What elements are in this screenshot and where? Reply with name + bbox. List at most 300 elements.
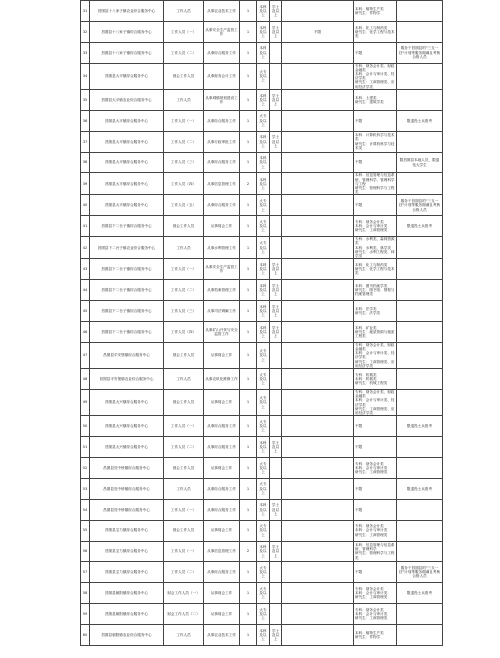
major-requirement-cell: 不限 xyxy=(354,195,397,216)
major-requirement-cell: 本科：信息管理与信息系统、管理科学 研究生：管理科学与工程类 xyxy=(354,541,397,562)
job-description-cell: 从事综合服务工作 xyxy=(204,499,240,520)
degree-cell: 学士及以上 xyxy=(270,437,282,458)
note-cell: 限退役士兵报考 xyxy=(397,216,443,237)
row-number-cell: 35 xyxy=(81,89,90,110)
major-requirement-cell: 本科：化工与制药类 研究生：化学工程与技术类 xyxy=(354,259,397,280)
job-description-cell: 从事综合服务工作 xyxy=(204,152,240,173)
job-description-cell: 从事综合服务工作 xyxy=(204,195,240,216)
age-cell xyxy=(282,259,354,280)
recruitment-table-page xyxy=(80,0,442,654)
organization-cell: 昌图县大兴镇综合服务中心 xyxy=(90,437,164,458)
age-cell xyxy=(282,1,354,22)
organization-cell: 昌图县十八家子镇综合服务中心 xyxy=(90,21,164,42)
degree-cell xyxy=(270,583,282,604)
education-cell: 本科及以上 xyxy=(257,259,270,280)
age-cell xyxy=(282,342,354,368)
degree-cell xyxy=(270,520,282,541)
age-cell xyxy=(282,562,354,583)
post-name-cell: 财会工作人员 xyxy=(164,457,204,478)
major-requirement-cell: 专科：机械类 本科：机械类 研究生：机械工程类 xyxy=(354,369,397,390)
row-number-cell: 45 xyxy=(81,301,90,322)
headcount-cell: 1 xyxy=(240,562,257,583)
education-cell: 大专及以上 xyxy=(257,416,270,437)
table-row xyxy=(81,604,443,625)
headcount-cell: 1 xyxy=(240,237,257,259)
education-cell: 本科及以上 xyxy=(257,1,270,22)
major-requirement-cell: 本科：图书档案学类 研究生：图书馆、情报与档案管理类 xyxy=(354,280,397,301)
row-number-cell: 41 xyxy=(81,216,90,237)
major-requirement-cell: 本科：信息管理与信息系统、管理科学、管理科学与工程 研究生：管理科学与工程类 xyxy=(355,173,395,195)
age-cell xyxy=(282,216,354,237)
education-cell: 本科及以上 xyxy=(257,21,270,42)
age-cell xyxy=(282,89,354,110)
headcount-cell: 1 xyxy=(240,437,257,458)
note-cell xyxy=(397,1,443,22)
note-cell: 服务于昌图县的"三支一扶"计划等服务期满且考核合格人员 xyxy=(397,42,443,63)
age-cell xyxy=(282,131,354,152)
row-number-cell: 50 xyxy=(81,416,90,437)
table-row xyxy=(81,416,443,437)
age-cell xyxy=(282,416,354,437)
table-row xyxy=(81,216,443,237)
job-description-cell: 从事综合服务工作 xyxy=(204,478,240,499)
education-cell: 大专及以上 xyxy=(257,389,270,415)
table-row xyxy=(81,280,443,301)
education-cell: 大专及以上 xyxy=(257,342,270,368)
headcount-cell: 1 xyxy=(240,321,257,342)
degree-cell xyxy=(270,369,282,390)
row-number-cell: 39 xyxy=(81,173,90,195)
age-cell xyxy=(282,152,354,173)
degree-cell: 学士及以上 xyxy=(270,301,282,322)
row-number-cell: 37 xyxy=(81,131,90,152)
table-row xyxy=(81,237,443,259)
headcount-cell: 1 xyxy=(240,389,257,415)
degree-cell xyxy=(270,478,282,499)
job-description-cell: 从事综合服务工作 xyxy=(204,42,240,63)
table-row xyxy=(81,131,443,152)
headcount-cell: 1 xyxy=(240,1,257,22)
note-cell xyxy=(397,131,443,152)
table-row xyxy=(81,321,443,342)
major-requirement-cell: 本科：法学类 研究生：法学类 xyxy=(354,301,397,322)
post-name-cell: 工作人员（三） xyxy=(164,152,204,173)
organization-cell: 昌图县下二台子镇综合服务中心 xyxy=(90,321,164,342)
headcount-cell: 1 xyxy=(240,625,257,646)
education-cell: 大专及以上 xyxy=(257,110,270,131)
age-cell: 不限 xyxy=(282,21,354,42)
education-cell: 本科及以上 xyxy=(257,499,270,520)
table-row xyxy=(81,499,443,520)
degree-cell xyxy=(270,389,282,415)
post-name-cell: 工作人员（二） xyxy=(164,42,204,63)
headcount-cell: 1 xyxy=(240,499,257,520)
organization-cell: 昌图县下二台子镇综合服务中心 xyxy=(90,259,164,280)
major-requirement-cell: 不限 xyxy=(354,42,397,63)
row-number-cell: 57 xyxy=(81,562,90,583)
organization-cell: 昌图县大平镇农业综合服务中心 xyxy=(90,89,164,110)
age-cell xyxy=(282,173,354,195)
post-name-cell: 工作人员（二） xyxy=(164,280,204,301)
organization-cell: 昌图县十八家子镇农业综合服务中心 xyxy=(90,1,164,22)
education-cell: 本科及以上 xyxy=(257,301,270,322)
job-description-cell: 从事行政审批工作 xyxy=(204,131,240,152)
row-number-cell: 58 xyxy=(81,583,90,604)
note-cell xyxy=(397,499,443,520)
table-row xyxy=(81,63,443,89)
job-description-cell: 从事司法调解工作 xyxy=(204,301,240,322)
major-requirement-cell: 专科：财务会计类 本科：会计与审计类 研究生：工商管理类 xyxy=(354,216,397,237)
row-number-cell: 33 xyxy=(81,42,90,63)
row-number-cell: 55 xyxy=(81,520,90,541)
table-row xyxy=(81,520,443,541)
job-description-cell: 从事综合服务工作 xyxy=(204,562,240,583)
education-cell: 大专及以上 xyxy=(257,237,270,259)
post-name-cell: 工作人员（一） xyxy=(164,499,204,520)
post-name-cell: 工作人员（一） xyxy=(164,541,204,562)
job-description-cell: 从事财会工作 xyxy=(204,604,240,625)
table-row xyxy=(81,625,443,646)
post-name-cell: 工作人员（三） xyxy=(164,301,204,322)
row-number-cell: 46 xyxy=(81,321,90,342)
job-description-cell: 从事城镇规划建设工作 xyxy=(204,89,240,110)
row-number-cell: 47 xyxy=(81,342,90,368)
education-cell: 本科及以上 xyxy=(257,89,270,110)
major-requirement-cell: 不限 xyxy=(354,110,397,131)
major-requirement-cell: 专科：财务会计类、财政金融类 本科：会计与审计类、经济学类 研究生：工商管理类、应用经济学类 xyxy=(355,63,395,89)
table-row xyxy=(81,541,443,562)
note-cell xyxy=(397,301,443,322)
headcount-cell: 1 xyxy=(240,216,257,237)
age-cell xyxy=(282,301,354,322)
job-description-cell: 从事安全生产监管工作 xyxy=(204,21,240,42)
major-requirement-cell: 专科：财务会计类 本科：会计与审计类 研究生：工商管理类 xyxy=(354,520,397,541)
row-number-cell: 56 xyxy=(81,541,90,562)
row-number-cell: 42 xyxy=(81,237,90,259)
education-cell: 大专及以上 xyxy=(257,216,270,237)
headcount-cell: 1 xyxy=(240,369,257,390)
headcount-cell: 1 xyxy=(240,604,257,625)
organization-cell: 昌图县大平镇综合服务中心 xyxy=(90,173,164,195)
degree-cell: 学士及以上 xyxy=(270,131,282,152)
post-name-cell: 财会工作人员 xyxy=(164,63,204,89)
major-requirement-cell: 不限 xyxy=(354,152,397,173)
table-row xyxy=(81,583,443,604)
degree-cell: 学士及以上 xyxy=(270,21,282,42)
row-number-cell: 52 xyxy=(81,457,90,478)
table-row xyxy=(81,369,443,390)
job-description-cell: 从事财会工作 xyxy=(204,389,240,415)
degree-cell: 学士及以上 xyxy=(270,541,282,562)
age-cell xyxy=(282,583,354,604)
organization-cell: 昌图县大平镇综合服务中心 xyxy=(90,110,164,131)
note-cell xyxy=(397,173,443,195)
headcount-cell: 2 xyxy=(240,173,257,195)
education-cell: 大专及以上 xyxy=(257,457,270,478)
headcount-cell: 1 xyxy=(240,195,257,216)
major-requirement-cell: 专科：财务会计类 本科：会计与审计类 研究生：工商管理类 xyxy=(354,457,397,478)
table-row xyxy=(81,42,443,63)
education-cell: 本科及以上 xyxy=(257,541,270,562)
post-name-cell: 工作人员（一） xyxy=(164,110,204,131)
organization-cell: 昌图县宝力镇综合服务中心 xyxy=(90,562,164,583)
major-requirement-cell: 本科：化工与制药类 研究生：化学工程与技术类 xyxy=(354,21,397,42)
major-requirement-cell: 不限 xyxy=(354,416,397,437)
post-name-cell: 工作人员（一） xyxy=(164,259,204,280)
age-cell xyxy=(282,42,354,63)
job-description-cell: 从事水利管理工作 xyxy=(204,237,240,259)
organization-cell: 昌图县亮中桥镇综合服务中心 xyxy=(90,457,164,478)
table-row xyxy=(81,301,443,322)
organization-cell: 昌图县朝阳镇农业综合服务中心 xyxy=(90,625,164,646)
row-number-cell: 32 xyxy=(81,21,90,42)
row-number-cell: 38 xyxy=(81,152,90,173)
education-cell: 大专及以上 xyxy=(257,369,270,390)
organization-cell: 昌图县大平镇综合服务中心 xyxy=(90,63,164,89)
post-name-cell: 工作人员（五） xyxy=(164,195,204,216)
table-row xyxy=(81,21,443,42)
table-row xyxy=(81,478,443,499)
education-cell: 大专及以上 xyxy=(257,583,270,604)
major-requirement-cell: 不限 xyxy=(354,478,397,499)
row-number-cell: 53 xyxy=(81,478,90,499)
age-cell xyxy=(282,499,354,520)
age-cell xyxy=(282,478,354,499)
note-cell: 限退役士兵报考 xyxy=(397,583,443,604)
headcount-cell: 1 xyxy=(240,457,257,478)
organization-cell: 昌图县宝力镇综合服务中心 xyxy=(90,541,164,562)
age-cell xyxy=(282,541,354,562)
degree-cell: 学士及以上 xyxy=(270,280,282,301)
table-row xyxy=(81,437,443,458)
note-cell xyxy=(397,520,443,541)
degree-cell: 学士及以上 xyxy=(270,321,282,342)
post-name-cell: 工作人员 xyxy=(164,89,204,110)
row-number-cell: 60 xyxy=(81,625,90,646)
recruitment-table xyxy=(80,0,443,646)
note-cell xyxy=(397,280,443,301)
post-name-cell: 财会工作人员（一） xyxy=(164,583,204,604)
headcount-cell: 1 xyxy=(240,416,257,437)
job-description-cell: 从事财会工作 xyxy=(204,583,240,604)
education-cell: 本科及以上 xyxy=(257,437,270,458)
age-cell xyxy=(282,457,354,478)
organization-cell: 昌图县朝阳镇综合服务中心 xyxy=(90,583,164,604)
major-requirement-cell: 不限 xyxy=(354,562,397,583)
headcount-cell: 1 xyxy=(240,301,257,322)
organization-cell: 昌图县亮中桥镇综合服务中心 xyxy=(90,499,164,520)
organization-cell: 昌图县朝阳镇综合服务中心 xyxy=(90,604,164,625)
table-row xyxy=(81,152,443,173)
organization-cell: 昌图县下二台子镇综合服务中心 xyxy=(90,216,164,237)
age-cell xyxy=(282,63,354,89)
job-description-cell: 从事矿山开采与安全监管工作 xyxy=(204,321,240,342)
organization-cell: 昌图县下二台子镇综合服务中心 xyxy=(90,280,164,301)
major-requirement-cell: 本科：矿业类 研究生：地质资源与地质工程类 xyxy=(354,321,397,342)
headcount-cell: 1 xyxy=(240,42,257,63)
post-name-cell: 工作人员（四） xyxy=(164,321,204,342)
headcount-cell: 1 xyxy=(240,478,257,499)
degree-cell xyxy=(270,152,282,173)
table-row xyxy=(81,259,443,280)
degree-cell xyxy=(270,216,282,237)
post-name-cell: 工作人员 xyxy=(164,1,204,22)
headcount-cell: 1 xyxy=(240,89,257,110)
age-cell xyxy=(282,110,354,131)
headcount-cell: 2 xyxy=(240,541,257,562)
note-cell xyxy=(397,237,443,259)
organization-cell: 昌图县十八家子镇综合服务中心 xyxy=(90,42,164,63)
degree-cell xyxy=(270,42,282,63)
table-row xyxy=(81,195,443,216)
education-cell: 本科及以上 xyxy=(257,152,270,173)
post-name-cell: 财会工作人员 xyxy=(164,342,204,368)
row-number-cell: 59 xyxy=(81,604,90,625)
note-cell xyxy=(397,321,443,342)
major-requirement-cell: 本科：计算机科学与技术类 研究生：计算机科学与技术类 xyxy=(354,131,397,152)
major-requirement-cell: 专科：财务会计类 本科：会计与审计类 研究生：工商管理类 xyxy=(354,583,397,604)
education-cell: 大专及以上 xyxy=(257,63,270,89)
job-description-cell: 从事财会工作 xyxy=(204,216,240,237)
note-cell xyxy=(397,541,443,562)
degree-cell xyxy=(270,63,282,89)
organization-cell: 昌图县平安堡镇农业综合服务中心 xyxy=(90,369,164,390)
degree-cell: 学士及以上 xyxy=(270,89,282,110)
age-cell xyxy=(282,369,354,390)
job-description-cell: 从事财务会计工作 xyxy=(204,63,240,89)
headcount-cell: 1 xyxy=(240,520,257,541)
post-name-cell: 工作人员（一） xyxy=(164,21,204,42)
table-row xyxy=(81,457,443,478)
table-row xyxy=(81,89,443,110)
post-name-cell: 工作人员 xyxy=(164,625,204,646)
post-name-cell: 工作人员 xyxy=(164,237,204,259)
job-description-cell: 从事财会工作 xyxy=(204,457,240,478)
age-cell xyxy=(282,625,354,646)
row-number-cell: 40 xyxy=(81,195,90,216)
major-requirement-cell: 专科：财务会计类、财政金融类 本科：会计与审计类、经济学类 研究生：工商管理类、应用经济学类 xyxy=(355,342,395,368)
education-cell: 大专及以上 xyxy=(257,520,270,541)
headcount-cell: 1 xyxy=(240,583,257,604)
major-requirement-cell: 不限 xyxy=(354,499,397,520)
education-cell: 本科及以上 xyxy=(257,42,270,63)
job-description-cell: 从事综合服务工作 xyxy=(204,437,240,458)
education-cell: 大专及以上 xyxy=(257,604,270,625)
organization-cell: 昌图县大平镇综合服务中心 xyxy=(90,195,164,216)
age-cell xyxy=(282,195,354,216)
headcount-cell: 1 xyxy=(240,152,257,173)
job-description-cell: 从事农业技术工作 xyxy=(204,625,240,646)
education-cell: 大专及以上 xyxy=(257,195,270,216)
organization-cell: 昌图县宝力镇综合服务中心 xyxy=(90,520,164,541)
post-name-cell: 工作人员（一） xyxy=(164,416,204,437)
job-description-cell: 从事档案管理工作 xyxy=(204,280,240,301)
degree-cell xyxy=(270,457,282,478)
table-row xyxy=(81,110,443,131)
row-number-cell: 54 xyxy=(81,499,90,520)
note-cell xyxy=(397,342,443,368)
organization-cell: 昌图县大兴镇综合服务中心 xyxy=(90,389,164,415)
note-cell xyxy=(397,369,443,390)
job-description-cell: 从事信息管理工作 xyxy=(204,541,240,562)
major-requirement-cell: 专科：水利类、森林资源类 本科：水利类、林学类 研究生：水利工程类、林学类 xyxy=(355,237,395,259)
education-cell: 本科及以上 xyxy=(257,280,270,301)
post-name-cell: 财会工作人员 xyxy=(164,216,204,237)
job-description-cell: 从事农业技术工作 xyxy=(204,1,240,22)
job-description-cell: 从事农机化维修工作 xyxy=(204,369,240,390)
note-cell: 限退役士兵报考 xyxy=(397,110,443,131)
post-name-cell: 工作人员（二） xyxy=(164,562,204,583)
education-cell: 大专及以上 xyxy=(257,562,270,583)
row-number-cell: 48 xyxy=(81,369,90,390)
degree-cell xyxy=(270,562,282,583)
degree-cell xyxy=(270,416,282,437)
headcount-cell: 1 xyxy=(240,110,257,131)
age-cell xyxy=(282,604,354,625)
degree-cell xyxy=(270,173,282,195)
age-cell xyxy=(282,437,354,458)
job-description-cell: 从事财会工作 xyxy=(204,520,240,541)
degree-cell xyxy=(270,195,282,216)
note-cell: 服务于昌图县的"三支一扶"计划等服务期满且考核合格人员 xyxy=(397,562,443,583)
education-cell: 本科及以上 xyxy=(257,173,270,195)
education-cell: 本科及以上 xyxy=(257,625,270,646)
job-description-cell: 从事财会工作 xyxy=(204,342,240,368)
organization-cell: 昌图县亮中桥镇综合服务中心 xyxy=(90,478,164,499)
table-row xyxy=(81,562,443,583)
row-number-cell: 49 xyxy=(81,389,90,415)
degree-cell xyxy=(270,342,282,368)
organization-cell: 昌图县下二台子镇农业综合服务中心 xyxy=(90,237,164,259)
organization-cell: 昌图县下二台子镇综合服务中心 xyxy=(90,301,164,322)
table-row xyxy=(81,342,443,368)
post-name-cell: 财会工作人员（二） xyxy=(164,604,204,625)
row-number-cell: 34 xyxy=(81,63,90,89)
organization-cell: 昌图县大平镇综合服务中心 xyxy=(90,131,164,152)
row-number-cell: 44 xyxy=(81,280,90,301)
age-cell xyxy=(282,237,354,259)
headcount-cell: 1 xyxy=(240,21,257,42)
degree-cell: 学士及以上 xyxy=(270,259,282,280)
note-cell xyxy=(397,457,443,478)
post-name-cell: 财会工作人员 xyxy=(164,389,204,415)
note-cell: 限退役士兵报考 xyxy=(397,416,443,437)
note-cell xyxy=(397,21,443,42)
note-cell xyxy=(397,437,443,458)
row-number-cell: 43 xyxy=(81,259,90,280)
degree-cell xyxy=(270,604,282,625)
post-name-cell: 工作人员（四） xyxy=(164,173,204,195)
major-requirement-cell: 专科：财务会计类、财政金融类 本科：会计与审计类、经济学类 研究生：工商管理类、应用经济学类 xyxy=(355,389,395,415)
note-cell: 限退役士兵报考 xyxy=(397,478,443,499)
major-requirement-cell: 本科：植物生产类 研究生：作物学 xyxy=(354,1,397,22)
education-cell: 本科及以上 xyxy=(257,321,270,342)
job-description-cell: 从事安全生产监管工作 xyxy=(204,259,240,280)
job-description-cell: 从事综合服务工作 xyxy=(204,110,240,131)
note-cell xyxy=(397,89,443,110)
major-requirement-cell: 本科：植物生产类 研究生：作物学 xyxy=(354,625,397,646)
table-row xyxy=(81,389,443,415)
post-name-cell: 工作人员 xyxy=(164,369,204,390)
degree-cell xyxy=(270,237,282,259)
degree-cell: 学士及以上 xyxy=(270,499,282,520)
table-body xyxy=(81,1,443,646)
row-number-cell: 36 xyxy=(81,110,90,131)
education-cell: 本科及以上 xyxy=(257,131,270,152)
headcount-cell: 1 xyxy=(240,131,257,152)
row-number-cell: 51 xyxy=(81,437,90,458)
note-cell xyxy=(397,63,443,89)
